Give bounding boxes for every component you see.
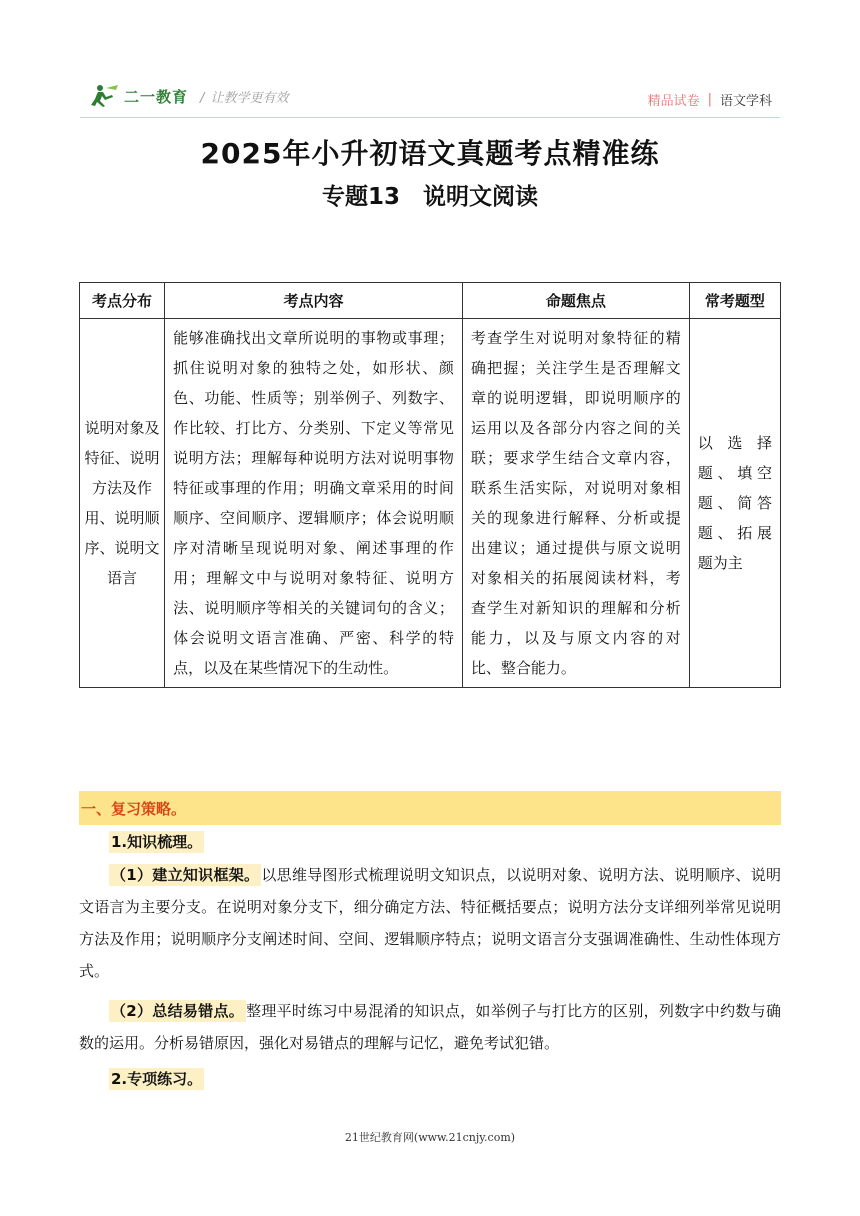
section-heading-bar: [79, 791, 781, 825]
brand-name: 二一教育: [124, 87, 189, 106]
tag-divider: |: [707, 92, 712, 107]
paragraph-mistakes: [79, 995, 781, 1059]
mistakes-text: 整理平时练习中易混淆的知识点，如举例子与打比方的区别，列数字中约数与确数的运用。分析易错原因，强化对易错点的理解与记忆，避免考试犯错。: [79, 1002, 781, 1052]
col-header-focus: 命题焦点: [462, 283, 689, 319]
page-header: [88, 82, 772, 116]
paragraph-framework: [79, 859, 781, 987]
col-header-types: 常考题型: [689, 283, 780, 319]
page-subtitle: 专题13 说明文阅读: [321, 184, 538, 210]
cell-types: 以选择题、填空题、简答题、拓展题为主: [689, 319, 780, 688]
col-header-content: 考点内容: [165, 283, 463, 319]
section-heading: 一、复习策略。: [81, 800, 187, 818]
header-tags: [648, 90, 772, 109]
cell-focus: 考查学生对说明对象特征的精确把握；关注学生是否理解文章的说明逻辑，即说明顺序的运用以及各部分内容之间的关联；要求学生结合文章内容，联系生活实际，对说明对象相关的现象进行解释、分析或提出建议；通过提供与原文说明对象相关的拓展阅读材料，考查学生对新知识的理解和分析能力，以及与原文内容的对比、整合能力。: [462, 319, 689, 688]
col-header-distribution: 考点分布: [80, 283, 165, 319]
framework-label: （1）建立知识框架。: [111, 866, 260, 884]
page-title: 2025年小升初语文真题考点精准练: [200, 137, 660, 170]
cell-distribution: 说明对象及特征、说明方法及作用、说明顺序、说明文语言: [80, 319, 165, 688]
framework-text: 以思维导图形式梳理说明文知识点，以说明对象、说明方法、说明顺序、说明文语言为主要分支。在说明对象分支下，细分确定方法、特征概括要点；说明方法分支详细列举常见说明方法及作用；说明顺序分支阐述时间、空间、逻辑顺序特点；说明文语言分支强调准确性、生动性体现方式。: [79, 866, 781, 980]
page-footer: 21世纪教育网(www.21cnjy.com): [344, 1131, 516, 1144]
header-divider: [80, 117, 780, 118]
table-header-row: [80, 283, 781, 319]
mistakes-label: （2）总结易错点。: [111, 1002, 245, 1020]
subheading-knowledge: [79, 826, 781, 858]
table-row: [80, 319, 781, 688]
brand-logo: [88, 84, 289, 108]
tag-subject: 语文学科: [719, 94, 772, 109]
subheading-knowledge-label: 1.知识梳理。: [111, 833, 203, 851]
tag-quality: 精品试卷: [647, 94, 700, 109]
subheading-practice: [79, 1063, 781, 1095]
cell-content: 能够准确找出文章所说明的事物或事理；抓住说明对象的独特之处，如形状、颜色、功能、性质等；别举例子、列数字、作比较、打比方、分类别、下定义等常见说明方法；理解每种说明方法对说明事物特征或事理的作用；明确文章采用的时间顺序、空间顺序、逻辑顺序；体会说明顺序对清晰呈现说明对象、阐述事理的作用；理解文中与说明对象特征、说明方法、说明顺序等相关的关键词句的含义；体会说明文语言准确、严密、科学的特点，以及在某些情况下的生动性。: [165, 319, 463, 688]
runner-logo-icon: [88, 84, 120, 108]
subheading-practice-label: 2.专项练习。: [111, 1070, 203, 1088]
brand-slogan: / 让教学更有效: [200, 90, 289, 106]
exam-point-table: [79, 282, 781, 688]
